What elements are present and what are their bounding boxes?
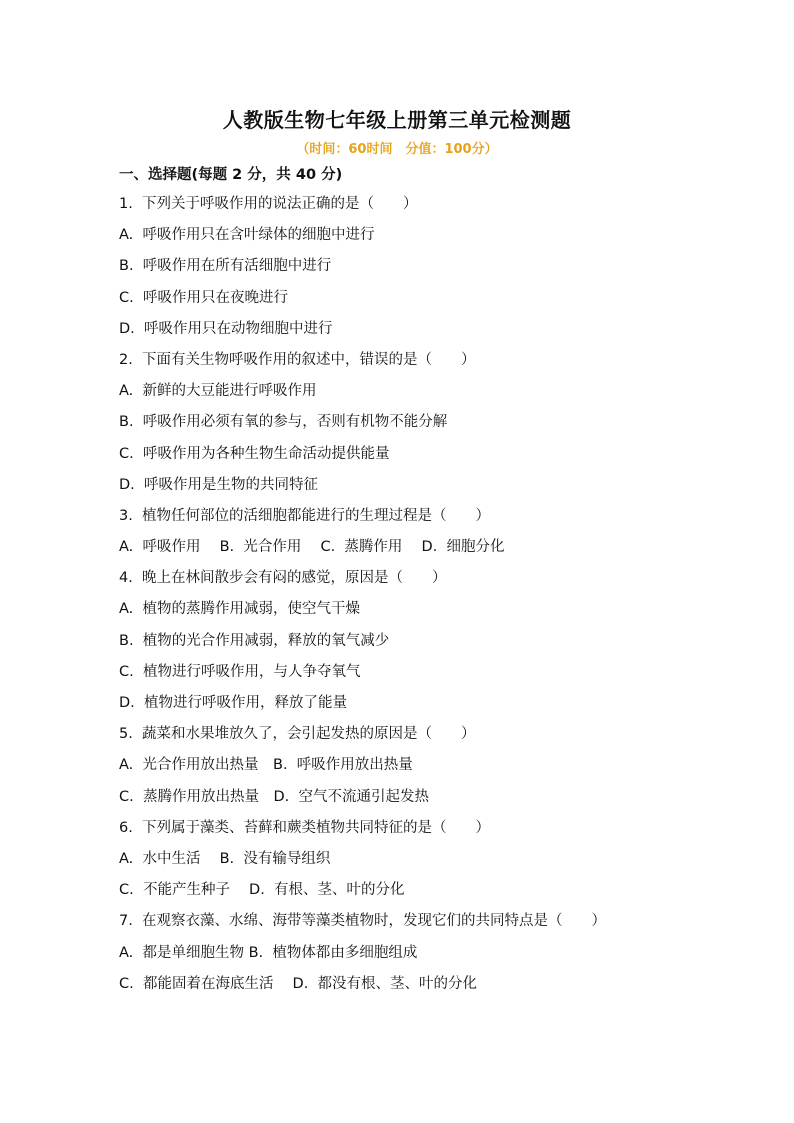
- question-stem: 1. 下列关于呼吸作用的说法正确的是（ ）: [119, 196, 418, 212]
- answer-option: C. 植物进行呼吸作用，与人争夺氧气: [119, 663, 361, 680]
- answer-option: A. 呼吸作用 B. 光合作用 C. 蒸腾作用 D. 细胞分化: [119, 539, 505, 556]
- answer-option: A. 光合作用放出热量 B. 呼吸作用放出热量: [119, 757, 413, 774]
- question-list: [119, 189, 679, 1000]
- answer-option: D. 呼吸作用只在动物细胞中进行: [119, 320, 333, 337]
- answer-option: C. 呼吸作用为各种生物生命活动提供能量: [119, 445, 390, 462]
- question-content: [119, 161, 679, 1000]
- answer-option: B. 植物的光合作用减弱，释放的氧气减少: [119, 632, 390, 649]
- question-stem: 5. 蔬菜和水果堆放久了，会引起发热的原因是（ ）: [119, 726, 476, 743]
- question-stem: 7. 在观察衣藻、水绵、海带等藻类植物时，发现它们的共同特点是（ ）: [119, 913, 607, 930]
- question-stem: 6. 下列属于藻类、苔藓和蕨类植物共同特征的是（ ）: [119, 819, 491, 836]
- answer-option: A. 水中生活 B. 没有输导组织: [119, 850, 331, 867]
- answer-option: B. 呼吸作用必须有氧的参与，否则有机物不能分解: [119, 414, 448, 431]
- answer-option: C. 呼吸作用只在夜晚进行: [119, 289, 288, 306]
- answer-option: A. 新鲜的大豆能进行呼吸作用: [119, 383, 317, 400]
- question-stem: 4. 晚上在林间散步会有闷的感觉，原因是（ ）: [119, 570, 447, 587]
- answer-option: C. 都能固着在海底生活 D. 都没有根、茎、叶的分化: [119, 975, 478, 992]
- page-title: 人教版生物七年级上册第三单元检测题: [222, 108, 572, 132]
- section-heading: 一、选择题(每题 2 分，共 40 分): [119, 167, 343, 183]
- answer-option: C. 不能产生种子 D. 有根、茎、叶的分化: [119, 882, 405, 899]
- answer-option: A. 呼吸作用只在含叶绿体的细胞中进行: [119, 227, 375, 244]
- exam-time-score: （时间：60时间 分值：100分）: [296, 142, 498, 157]
- question-stem: 3. 植物任何部位的活细胞都能进行的生理过程是（ ）: [119, 507, 491, 524]
- answer-option: A. 都是单细胞生物 B. 植物体都由多细胞组成: [119, 944, 418, 961]
- answer-option: B. 呼吸作用在所有活细胞中进行: [119, 258, 332, 275]
- answer-option: A. 植物的蒸腾作用减弱，使空气干燥: [119, 601, 360, 618]
- answer-option: C. 蒸腾作用放出热量 D. 空气不流通引起发热: [119, 788, 429, 805]
- question-stem: 2. 下面有关生物呼吸作用的叙述中，错误的是（ ）: [119, 351, 476, 368]
- answer-option: D. 呼吸作用是生物的共同特征: [119, 476, 318, 493]
- answer-option: D. 植物进行呼吸作用，释放了能量: [119, 695, 347, 711]
